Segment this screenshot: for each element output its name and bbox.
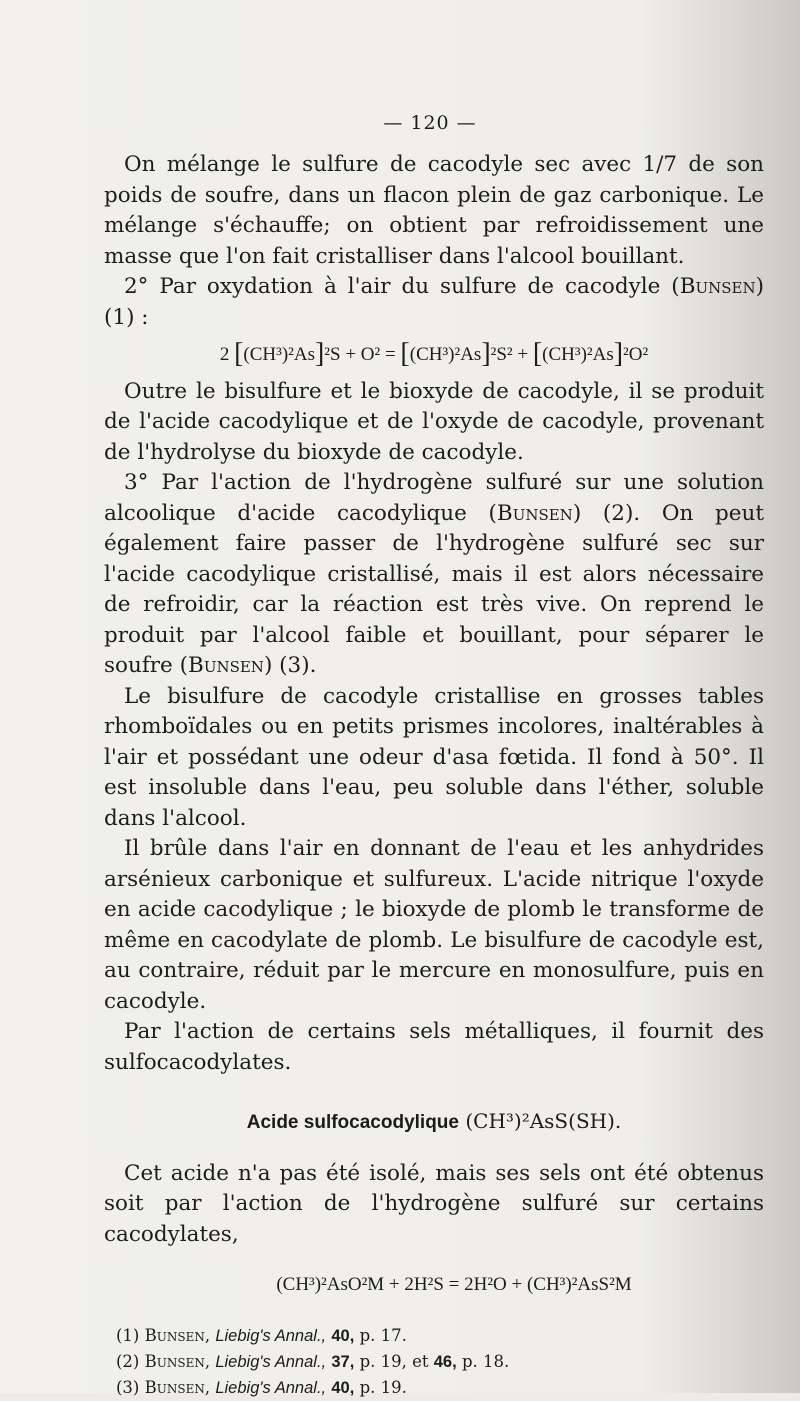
paragraph-7: Par l'action de certains sels métalliques, il fournit des sulfocacodylates. (104, 1019, 764, 1075)
paragraph-4: 3° Par l'action de l'hydrogène sulfuré sur une solution alcoolique d'acide cacodylique (Bunsen) (2). On peut également faire passer de l'hydrogène sulfuré sec sur l'acide cacodylique cristallisé, mais il est alors nécessaire de refroidir, car la réaction est très vive. On reprend le produit par l'alcool faible et bouillant, pour séparer le soufre (Bunsen) (3). (104, 470, 764, 678)
paragraph-1: On mélange le sulfure de cacodyle sec avec 1/7 de son poids de soufre, dans un flacon plein de gaz carbonique. Le mélange s'échauffe; on obtient par refroidissement une masse que l'on fait cristalliser dans l'alcool bouillant. (104, 152, 764, 269)
footnote: (2) Bunsen, Liebig's Annal., 37, p. 19, et 46, p. 18. (116, 1351, 510, 1371)
paragraph-6: Il brûle dans l'air en donnant de l'eau et les anhydrides arsénieux carbonique et sulfureux. L'acide nitrique l'oxyde en acide cacodylique ; le bioxyde de plomb le transforme de même en cacodylate de plomb. Le bisulfure de cacodyle est, au contraire, réduit par le mercure en monosulfure, puis en cacodyle. (104, 836, 764, 1014)
page-number: — 120 — (383, 112, 477, 134)
footnote: (3) Bunsen, Liebig's Annal., 40, p. 19. (116, 1377, 407, 1397)
paragraph-5: Le bisulfure de cacodyle cristallise en grosses tables rhomboïdales ou en petits prismes incolores, inaltérables à l'air et possédant une odeur d'asa fœtida. Il fond à 50°. Il est insoluble dans l'eau, peu soluble dans l'éther, soluble dans l'alcool. (104, 683, 764, 831)
footnotes (116, 1323, 764, 1401)
section-heading: Acide sulfocacodylique (CH³)²AsS(SH). (246, 1109, 622, 1133)
paragraph-8: Cet acide n'a pas été isolé, mais ses sels ont été obtenus soit par l'action de l'hydrogène sulfuré sur certains cacodylates, (104, 1160, 764, 1247)
equation-sulfo: (CH³)²AsO²M + 2H²S = 2H²O + (CH³)²AsS²M (276, 1274, 632, 1295)
paragraph-3: Outre le bisulfure et le bioxyde de cacodyle, il se produit de l'acide cacodylique et de l'oxyde de cacodyle, provenant de l'hydrolyse du bioxyde de cacodyle. (104, 378, 764, 465)
author-name: Bunsen (679, 274, 756, 299)
body-text (104, 150, 764, 1401)
equation-oxidation: 2 [(CH³)²As]²S + O² = [(CH³)²As]²S² + [(CH³)²As]²O² (219, 338, 649, 369)
paragraph-2: 2° Par oxydation à l'air du sulfure de cacodyle (Bunsen) (1) : (104, 274, 764, 330)
footnote: (1) Bunsen, Liebig's Annal., 40, p. 17. (116, 1325, 407, 1345)
